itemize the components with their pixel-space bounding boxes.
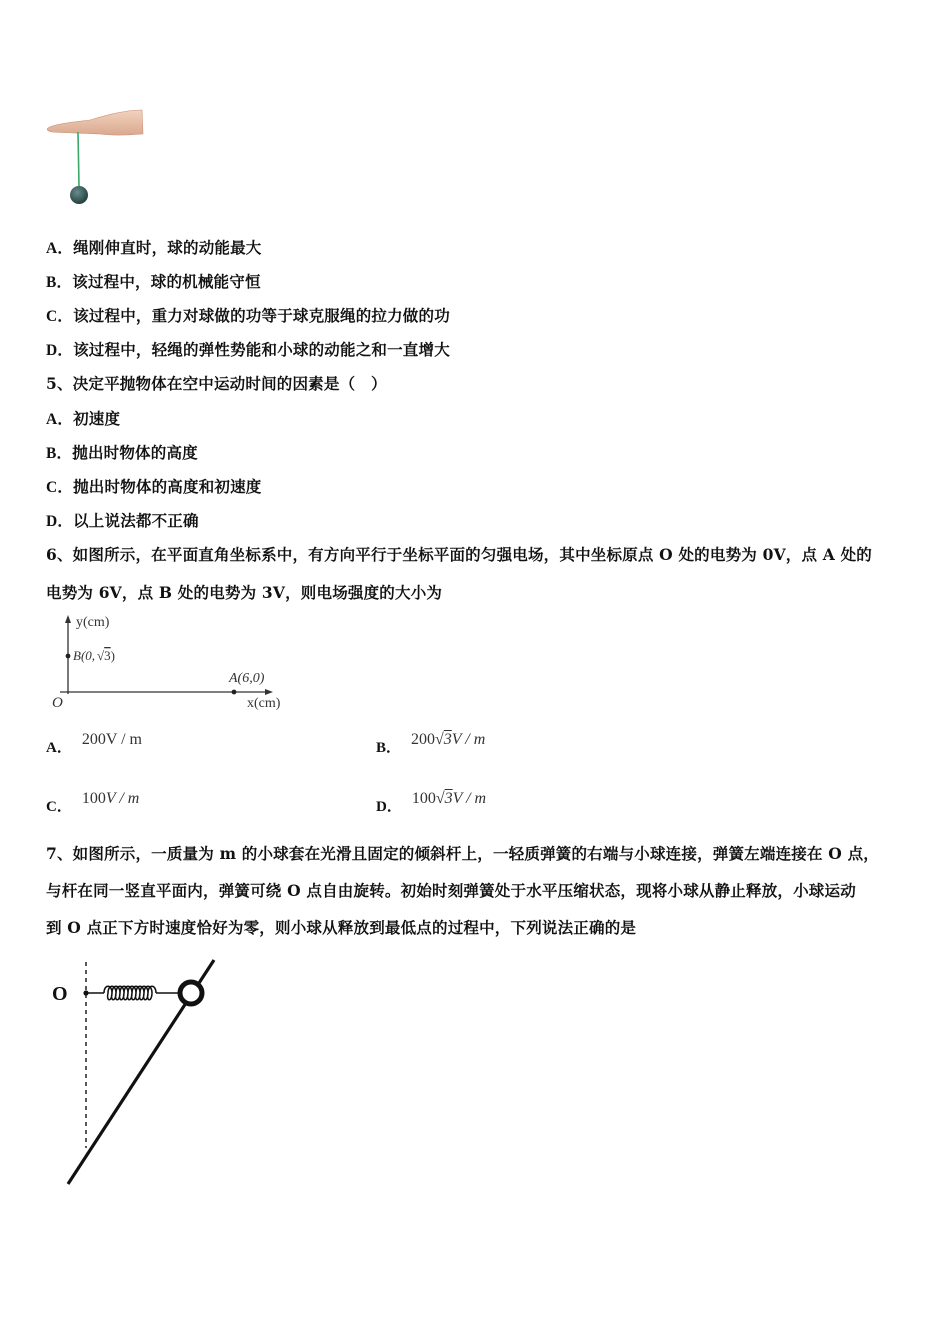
q6-stem-line1: 6、如图所示，在平面直角坐标系中，有方向平行于坐标平面的匀强电场，其中坐标原点 O 处的电势为 0V，点 A 处的: [46, 545, 873, 564]
q4-option-c: C．该过程中，重力对球做的功等于球克服绳的拉力做的功: [46, 306, 450, 325]
x-axis-arrow: [265, 689, 273, 695]
rope: [78, 132, 79, 186]
o-point-label: O: [52, 983, 68, 1005]
spring-rod-figure: [48, 956, 228, 1188]
q6-option-d: D． 100√3V / m: [376, 790, 487, 815]
q5-option-d: D．以上说法都不正确: [46, 511, 199, 530]
x-axis-label: x(cm): [247, 696, 281, 711]
ball-ring: [180, 982, 202, 1004]
point-a-label: A(6,0): [229, 671, 265, 686]
q5-option-a: A．初速度: [46, 409, 121, 428]
q6-option-b: B． 200√3V / m: [376, 731, 486, 756]
coordinate-figure: [46, 610, 296, 714]
q6-stem-line2: 电势为 6V，点 B 处的电势为 3V，则电场强度的大小为: [46, 583, 443, 602]
q4-option-d: D．该过程中，轻绳的弹性势能和小球的动能之和一直增大: [46, 340, 450, 359]
q5-option-c: C．抛出时物体的高度和初速度: [46, 477, 262, 496]
hand-shape: [47, 110, 143, 135]
q7-stem-line2: 与杆在同一竖直平面内，弹簧可绕 O 点自由旋转。初始时刻弹簧处于水平压缩状态，现将小球从静止释放，小球运动: [46, 881, 856, 900]
q6-option-c: C． 100V / m: [46, 790, 140, 815]
q4-option-b: B．该过程中，球的机械能守恒: [46, 272, 261, 291]
q7-stem-line3: 到 O 点正下方时速度恰好为零，则小球从释放到最低点的过程中，下列说法正确的是: [46, 918, 637, 937]
q5-option-b: B．抛出时物体的高度: [46, 443, 198, 462]
origin-label: O: [52, 695, 63, 711]
point-b: [66, 654, 71, 659]
y-axis-arrow: [65, 615, 71, 623]
point-a: [232, 690, 237, 695]
q4-option-a: A．绳刚伸直时，球的动能最大: [46, 238, 262, 257]
point-b-label: B(0, √3): [73, 648, 116, 663]
ball: [70, 186, 88, 204]
y-axis-label: y(cm): [76, 615, 110, 630]
hand-ball-figure: [44, 104, 148, 210]
spring-coils: [104, 986, 156, 1000]
q5-stem: 5、决定平抛物体在空中运动时间的因素是（ ）: [46, 374, 387, 393]
q7-stem-line1: 7、如图所示，一质量为 m 的小球套在光滑且固定的倾斜杆上，一轻质弹簧的右端与小球连接，弹簧左端连接在 O 点，: [46, 844, 879, 863]
q6-option-a: A． 200V / m: [46, 731, 142, 756]
